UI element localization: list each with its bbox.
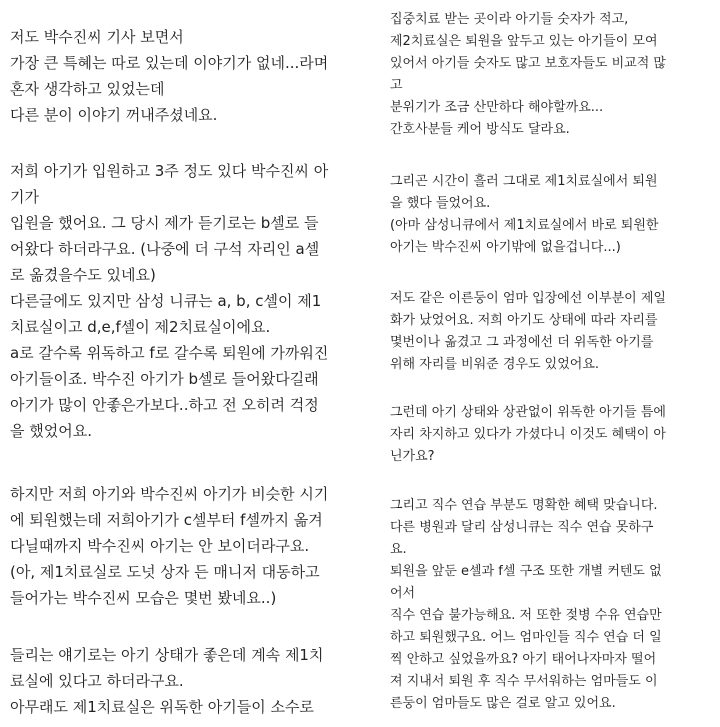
- text-line: 입원을 했어요. 그 당시 제가 듣기로는 b셀로 들: [10, 214, 319, 232]
- text-line: 몇번이나 옮겼고 그 과정에선 더 위독한 아기를: [390, 335, 654, 350]
- text-line: 다른 병원과 달리 삼성니큐는 직수 연습 못하구: [390, 520, 654, 535]
- text-line: 하고 퇴원했구요. 어느 엄마인들 직수 연습 더 일: [390, 630, 662, 645]
- text-line: 찍 안하고 싶었을까요? 아기 태어나자마자 떨어: [390, 652, 657, 667]
- text-line: 있어서 아기들 숫자도 많고 보호자들도 비교적 많: [390, 56, 666, 71]
- text-line: 자리 차지하고 있다가 가셨다니 이것도 혜택이 아: [390, 427, 666, 442]
- text-line: 저도 박수진씨 기사 보면서: [10, 28, 184, 46]
- text-line: 로 옮겼을수도 있네요): [10, 266, 156, 284]
- text-line: 른둥이 엄마들도 많은 걸로 알고 있어요.: [390, 696, 616, 711]
- text-line: 그런데 아기 상태와 상관없이 위독한 아기들 틈에: [390, 405, 666, 420]
- text-line: 고: [390, 78, 403, 93]
- text-line: 아기가 많이 안좋은가보다..하고 전 오히려 걱정: [10, 396, 319, 414]
- text-line: 다닐때까지 박수진씨 아기는 안 보이더라구요.: [10, 537, 310, 555]
- text-line: 다른글에도 있지만 삼성 니큐는 a, b, c셀이 제1: [10, 292, 322, 310]
- text-line: 그리곤 시간이 흘러 그대로 제1치료실에서 퇴원: [390, 174, 658, 189]
- text-line: 그리고 직수 연습 부분도 명확한 혜택 맞습니다.: [390, 498, 658, 513]
- text-line: 을 했었어요.: [10, 422, 92, 440]
- text-line: 요.: [390, 542, 407, 557]
- text-line: 다른 분이 이야기 꺼내주셨네요.: [10, 106, 218, 124]
- text-line: 저도 같은 이른둥이 엄마 입장에선 이부분이 제일: [390, 291, 666, 306]
- text-line: 어서: [390, 586, 416, 601]
- text-line: 혼자 생각하고 있었는데: [10, 80, 165, 98]
- text-line: 닌가요?: [390, 449, 435, 464]
- text-line: 에 퇴원했는데 저희아기가 c셀부터 f셀까지 옮겨: [10, 511, 323, 529]
- text-line: 져 지내서 퇴원 후 직수 무서워하는 엄마들도 이: [390, 674, 658, 689]
- text-line: 료실에 있다고 하더라구요.: [10, 672, 184, 690]
- text-line: 아기는 박수진씨 아기밖에 없을겁니다...): [390, 240, 621, 255]
- text-line: (아마 삼성니큐에서 제1치료실에서 바로 퇴원한: [390, 218, 659, 233]
- text-line: 집중치료 받는 곳이라 아기들 숫자가 적고,: [390, 12, 629, 27]
- text-line: (아, 제1치료실로 도넛 상자 든 매니저 대동하고: [10, 563, 320, 581]
- text-line: 아기들이죠. 박수진 아기가 b셀로 들어왔다길래: [10, 370, 319, 388]
- text-line: 간호사분들 케어 방식도 달라요.: [390, 122, 570, 137]
- text-line: 치료실이고 d,e,f셀이 제2치료실이에요.: [10, 318, 271, 336]
- text-line: 을 했다 들었어요.: [390, 196, 491, 211]
- text-line: 가장 큰 특혜는 따로 있는데 이야기가 없네...라며: [10, 54, 329, 72]
- text-line: 화가 났었어요. 저희 아기도 상태에 따라 자리를: [390, 313, 658, 328]
- text-line: 들리는 얘기로는 아기 상태가 좋은데 계속 제1치: [10, 646, 324, 664]
- text-line: 기가: [10, 188, 39, 206]
- text-line: a로 갈수록 위독하고 f로 갈수록 퇴원에 가까워진: [10, 344, 329, 362]
- text-line: 직수 연습 불가능해요. 저 또한 젖병 수유 연습만: [390, 608, 662, 623]
- text-line: 위해 자리를 비워준 경우도 있었어요.: [390, 357, 600, 372]
- text-line: 저희 아기가 입원하고 3주 정도 있다 박수진씨 아: [10, 162, 329, 180]
- text-line: 들어가는 박수진씨 모습은 몇번 봤네요..): [10, 589, 277, 607]
- text-line: 아무래도 제1치료실은 위독한 아기들이 소수로: [10, 698, 314, 716]
- text-line: 퇴원을 앞둔 e셀과 f셀 구조 또한 개별 커텐도 없: [390, 564, 662, 579]
- text-line: 분위기가 조금 산만하다 해야할까요...: [390, 100, 604, 115]
- text-line: 제2치료실은 퇴원을 앞두고 있는 아기들이 모여: [390, 34, 658, 49]
- text-line: 어왔다 하더라구요. (나중에 더 구석 자리인 a셀: [10, 240, 320, 258]
- text-line: 하지만 저희 아기와 박수진씨 아기가 비슷한 시기: [10, 485, 329, 503]
